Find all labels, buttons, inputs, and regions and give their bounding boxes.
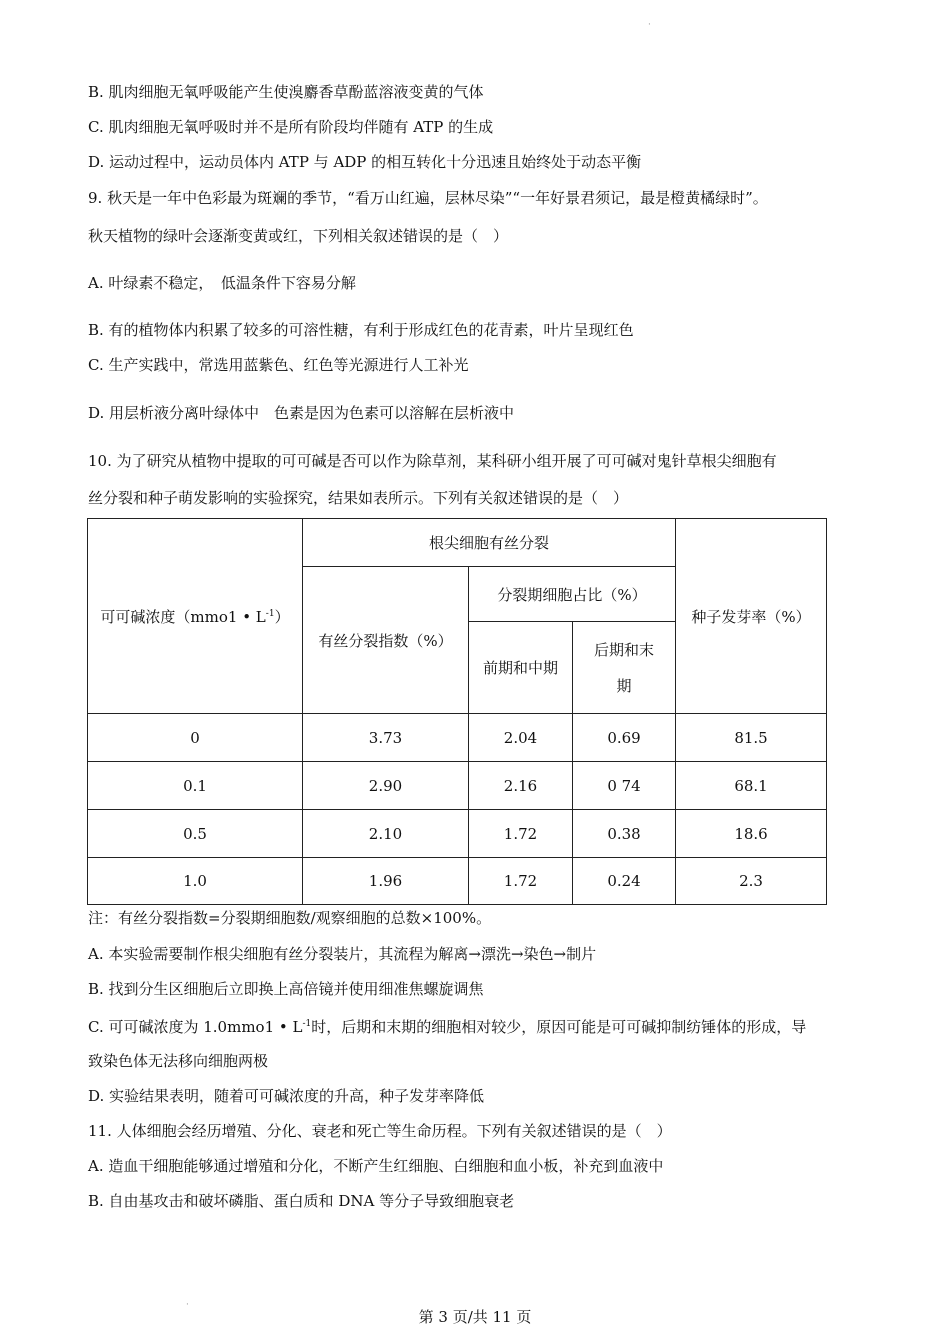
- q10-option-d: D. 实验结果表明，随着可可碱浓度的升高，种子发芽率降低: [88, 1087, 485, 1105]
- q10-option-c: C. 可可碱浓度为 1.0mmo1 • $L^{-1}$时，后期和末期的细胞相对较少，原因可能是可可碱抑制纺锤体的形成，导: [88, 1018, 807, 1036]
- table-row: [88, 714, 827, 762]
- q11-stem: 11. 人体细胞会经历增殖、分化、衰老和死亡等生命历程。下列有关叙述错误的是（ ）: [88, 1122, 672, 1140]
- cell: 2.90: [303, 762, 469, 810]
- q9-option-d: D. 用层析液分离叶绿体中 色素是因为色素可以溶解在层析液中: [88, 404, 515, 422]
- cell: 1.0: [88, 858, 303, 905]
- q10-stem: 10. 为了研究从植物中提取的可可碱是否可以作为除草剂，某科研小组开展了可可碱对鬼针草根尖细胞有: [88, 452, 777, 470]
- cell: 81.5: [676, 714, 827, 762]
- q9-stem-cont: 秋天植物的绿叶会逐渐变黄或红，下列相关叙述错误的是（ ）: [88, 227, 509, 245]
- cell: 2.10: [303, 810, 469, 858]
- cell: 18.6: [676, 810, 827, 858]
- header-germination: 种子发芽率（%）: [676, 519, 827, 714]
- q9-option-b: B. 有的植物体内积累了较多的可溶性糖，有利于形成红色的花青素，叶片呈现红色: [88, 321, 634, 339]
- cell: 1.72: [469, 810, 573, 858]
- cell: 2.16: [469, 762, 573, 810]
- cell: 0.5: [88, 810, 303, 858]
- header-mitotic-index: 有丝分裂指数（%）: [303, 567, 469, 714]
- q8-option-b: B. 肌肉细胞无氧呼吸能产生使溴麝香草酚蓝溶液变黄的气体: [88, 83, 484, 101]
- q11-option-a: A. 造血干细胞能够通过增殖和分化，不断产生红细胞、白细胞和血小板，补充到血液中: [88, 1157, 664, 1175]
- q9-option-a: A. 叶绿素不稳定， 低温条件下容易分解: [88, 274, 356, 292]
- table-row: [88, 762, 827, 810]
- table-row: [88, 810, 827, 858]
- header-root-mitosis: 根尖细胞有丝分裂: [303, 519, 676, 567]
- cell: 2.04: [469, 714, 573, 762]
- header-prophase-metaphase: 前期和中期: [469, 622, 573, 714]
- q9-option-c: C. 生产实践中，常选用蓝紫色、红色等光源进行人工补光: [88, 356, 469, 374]
- cell: 0.69: [573, 714, 676, 762]
- cell: 1.72: [469, 858, 573, 905]
- q10-option-b: B. 找到分生区细胞后立即换上高倍镜并使用细准焦螺旋调焦: [88, 980, 484, 998]
- cell: 0.24: [573, 858, 676, 905]
- header-phase-ratio: 分裂期细胞占比（%）: [469, 567, 676, 622]
- table-row: [88, 858, 827, 905]
- cell: 2.3: [676, 858, 827, 905]
- q10-stem-cont: 丝分裂和种子萌发影响的实验探究，结果如表所示。下列有关叙述错误的是（ ）: [88, 489, 629, 507]
- q11-option-b: B. 自由基攻击和破坏磷脂、蛋白质和 DNA 等分子导致细胞衰老: [88, 1192, 515, 1210]
- cell: 0.38: [573, 810, 676, 858]
- q8-option-c: C. 肌肉细胞无氧呼吸时并不是所有阶段均伴随有 ATP 的生成: [88, 118, 494, 136]
- cell: 3.73: [303, 714, 469, 762]
- cell: 0.1: [88, 762, 303, 810]
- cell: 1.96: [303, 858, 469, 905]
- scan-dot: ·: [648, 20, 651, 30]
- scan-dot: ·: [186, 1300, 189, 1310]
- q10-option-a: A. 本实验需要制作根尖细胞有丝分裂装片，其流程为解离→漂洗→染色→制片: [88, 945, 597, 963]
- cell: 0 74: [573, 762, 676, 810]
- header-concentration: 可可碱浓度（mmo1 • $L^{-1}$）: [88, 519, 303, 714]
- cell: 68.1: [676, 762, 827, 810]
- q10-option-c-cont: 致染色体无法移向细胞两极: [88, 1052, 269, 1070]
- data-table: [87, 518, 827, 905]
- q8-option-d: D. 运动过程中，运动员体内 ATP 与 ADP 的相互转化十分迅速且始终处于动态平衡: [88, 153, 642, 171]
- table-note: 注：有丝分裂指数=分裂期细胞数/观察细胞的总数×100%。: [88, 909, 492, 927]
- page-footer: 第 3 页/共 11 页: [418, 1308, 532, 1326]
- cell: 0: [88, 714, 303, 762]
- header-anaphase-telophase: 后期和末期: [573, 622, 676, 714]
- q9-stem: 9. 秋天是一年中色彩最为斑斓的季节，“看万山红遍，层林尽染”“一年好景君须记，最是橙黄橘绿时”。: [88, 189, 768, 207]
